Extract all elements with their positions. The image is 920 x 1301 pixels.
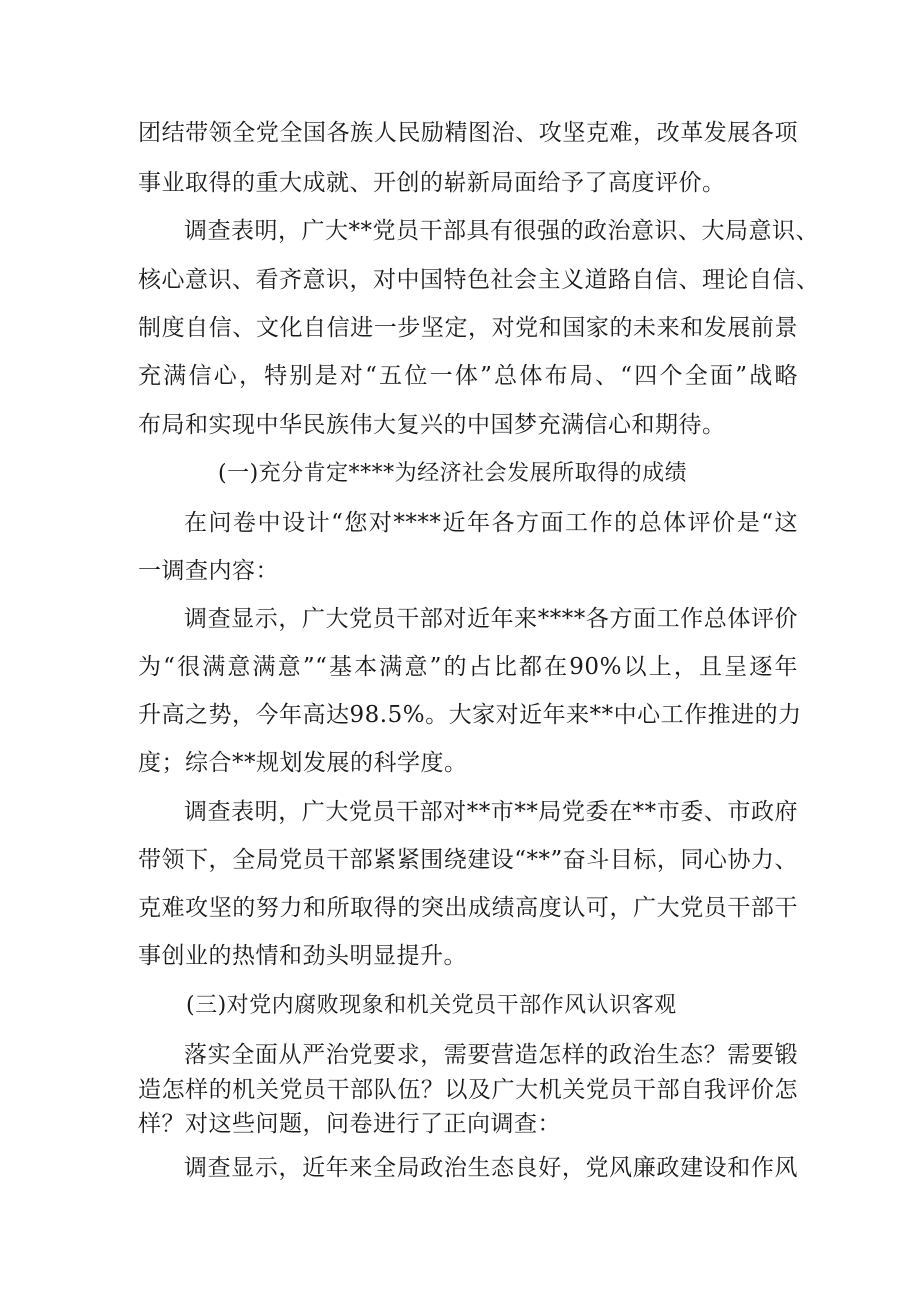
paragraph-line: 充满信心，特别是对“五位一体”总体布局、“四个全面”战略 (138, 363, 798, 389)
paragraph-line: 调查表明，广大党员干部对**市**局党委在**市委、市政府 (184, 799, 798, 825)
paragraph-line: 落实全面从严治党要求，需要营造怎样的政治生态？需要锻 (184, 1042, 798, 1068)
paragraph-line: 造怎样的机关党员干部队伍？以及广大机关党员干部自我评价怎 (138, 1077, 798, 1103)
paragraph-line: 样？对这些问题，问卷进行了正向调查： (138, 1111, 561, 1137)
paragraph-line: 带领下，全局党员干部紧紧围绕建设“**”奋斗目标，同心协力、 (138, 847, 798, 873)
paragraph-line: 一调查内容： (138, 558, 279, 584)
section-heading: (一)充分肯定****为经济社会发展所取得的成绩 (218, 461, 688, 486)
paragraph-line: 为“很满意满意”“基本满意”的占比都在90%以上，且呈逐年 (138, 654, 798, 680)
paragraph-line: 核心意识、看齐意识，对中国特色社会主义道路自信、理论自信、 (138, 267, 820, 293)
paragraph-line: 事业取得的重大成就、开创的崭新局面给予了高度评价。 (138, 170, 726, 196)
paragraph-line: 调查显示，广大党员干部对近年来****各方面工作总体评价 (184, 606, 798, 632)
paragraph-line: 布局和实现中华民族伟大复兴的中国梦充满信心和期待。 (138, 412, 726, 438)
paragraph-line: 调查显示，近年来全局政治生态良好，党风廉政建设和作风 (184, 1155, 798, 1181)
paragraph-line: 度；综合**规划发展的科学度。 (138, 750, 468, 776)
paragraph-line: 事创业的热情和劲头明显提升。 (138, 943, 467, 969)
paragraph-line: 团结带领全党全国各族人民励精图治、攻坚克难，改革发展各项 (138, 120, 798, 146)
paragraph-line: 升高之势，今年高达98.5%。大家对近年来**中心工作推进的力 (138, 702, 802, 728)
paragraph-line: 在问卷中设计“您对****近年各方面工作的总体评价是“这 (184, 510, 798, 536)
paragraph-line: 制度自信、文化自信进一步坚定，对党和国家的未来和发展前景 (138, 315, 798, 341)
paragraph-line: 克难攻坚的努力和所取得的突出成绩高度认可，广大党员干部干 (138, 895, 798, 921)
paragraph-line: 调查表明，广大**党员干部具有很强的政治意识、大局意识、 (184, 218, 819, 244)
section-heading: (三)对党内腐败现象和机关党员干部作风认识客观 (186, 993, 677, 1018)
